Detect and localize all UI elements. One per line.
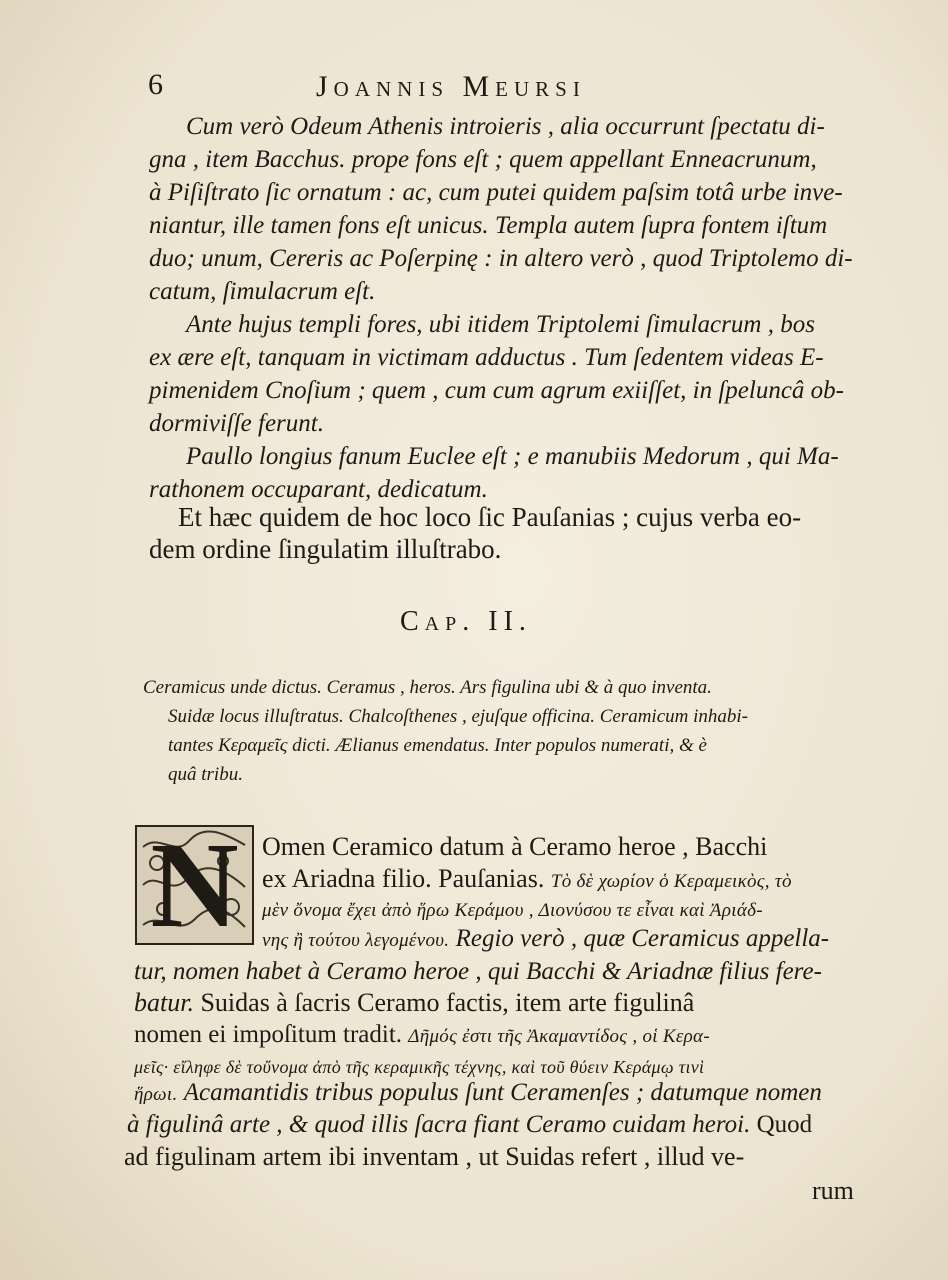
greek-quote: Τὸ δὲ χωρίον ὁ Κεραμεικὸς, τὸ [550, 871, 792, 892]
body-line: ad figulinam artem ibi inventam , ut Suidas refert , illud ve- [124, 1142, 745, 1171]
body-line: pimenidem Cnoſium ; quem , cum cum agrum exiiſſet, in ſpeluncâ ob- [149, 377, 844, 404]
greek-quote: ἥρωι. [134, 1084, 178, 1105]
text-run: Suidas à ſacris Ceramo factis, item arte figulinâ [193, 988, 695, 1017]
text-run: nomen ei impoſitum tradit. [134, 1021, 409, 1048]
text-run: Quod [750, 1111, 813, 1138]
body-line: μεῖς· εἴληφε δὲ τοὔνομα ἀπὸ τῆς κεραμικῆς τέχνης, καὶ τοῦ θύειν Κεράμῳ τινὶ [134, 1057, 705, 1077]
body-line: dem ordine ſingulatim illuſtrabo. [149, 534, 502, 564]
running-header [148, 64, 788, 108]
body-line [262, 924, 829, 956]
body-line [134, 988, 694, 1018]
summary-line: tantes Κεραμεῖς dicti. Ælianus emendatus. Inter populos numerati, & è [168, 735, 707, 756]
running-title: Joannis Meursi [316, 70, 586, 103]
body-line: rathonem occuparant, dedicatum. [149, 476, 488, 503]
body-line: duo; unum, Cereris ac Poſerpinę : in altero verò , quod Triptolemo di- [149, 245, 853, 272]
summary-line: quâ tribu. [168, 764, 243, 785]
initial-letter: N [150, 825, 239, 945]
body-line: μὲν ὄνομα ἔχει ἀπὸ ἥρω Κεράμου , Διονύσου τε εἶναι καὶ Ἀριάδ- [262, 900, 763, 921]
body-line: gna , item Bacchus. prope fons eſt ; quem appellant Enneacrunum, [149, 146, 817, 173]
page-number: 6 [148, 68, 163, 101]
body-line: à Piſiſtrato ſic ornatum : ac, cum putei quidem paſsim totâ urbe inve- [149, 179, 843, 206]
greek-quote: Δῆμός ἐστι τῆς Ἀκαμαντίδος , οἱ Κερα- [408, 1026, 710, 1047]
body-line: ex ære eſt, tanquam in victimam adductus . Tum ſedentem videas E- [149, 344, 824, 371]
body-line: catum, ſimulacrum eſt. [149, 278, 376, 305]
text-run: Regio verò , quæ Ceramicus appella- [449, 925, 830, 952]
decorated-initial [135, 825, 254, 945]
body-line: tur, nomen habet à Ceramo heroe , qui Bacchi & Ariadnæ filius fere- [134, 958, 822, 985]
catchword: rum [812, 1176, 854, 1205]
body-line: Ante hujus templi fores, ubi itidem Triptolemi ſimulacrum , bos [186, 311, 815, 338]
body-line: Omen Ceramico datum à Ceramo heroe , Bacchi [262, 832, 768, 861]
body-line: Cum verò Odeum Athenis introieris , alia occurrunt ſpectatu di- [186, 113, 825, 140]
body-line: niantur, ille tamen fons eſt unicus. Templa autem ſupra fontem iſtum [149, 212, 828, 239]
body-line [134, 1020, 710, 1052]
body-line: Paullo longius fanum Euclee eſt ; e manubiis Medorum , qui Ma- [186, 443, 839, 470]
chapter-heading: Cap. II. [400, 606, 532, 637]
body-line [134, 1078, 822, 1110]
text-run: ex Ariadna filio. Pauſanias. [262, 864, 551, 893]
body-line: dormiviſſe ferunt. [149, 410, 324, 437]
body-line [127, 1110, 812, 1140]
text-run: à figulinâ arte , & quod illis ſacra fiant Ceramo cuidam heroi. [127, 1111, 751, 1138]
summary-line: Ceramicus unde dictus. Ceramus , heros. Ars figulina ubi & à quo inventa. [143, 677, 712, 698]
text-run: Acamantidis tribus populus ſunt Ceramenſes ; datumque nomen [177, 1079, 822, 1106]
body-line: Et hæc quidem de hoc loco ſic Pauſanias ; cujus verba eo- [178, 502, 802, 532]
greek-quote: νης ἢ τούτου λεγομένου. [262, 930, 450, 951]
body-line [262, 864, 792, 897]
summary-line: Suidæ locus illuſtratus. Chalcoſthenes , ejuſque officina. Ceramicum inhabi- [168, 706, 748, 727]
text-run: batur. [134, 988, 194, 1017]
